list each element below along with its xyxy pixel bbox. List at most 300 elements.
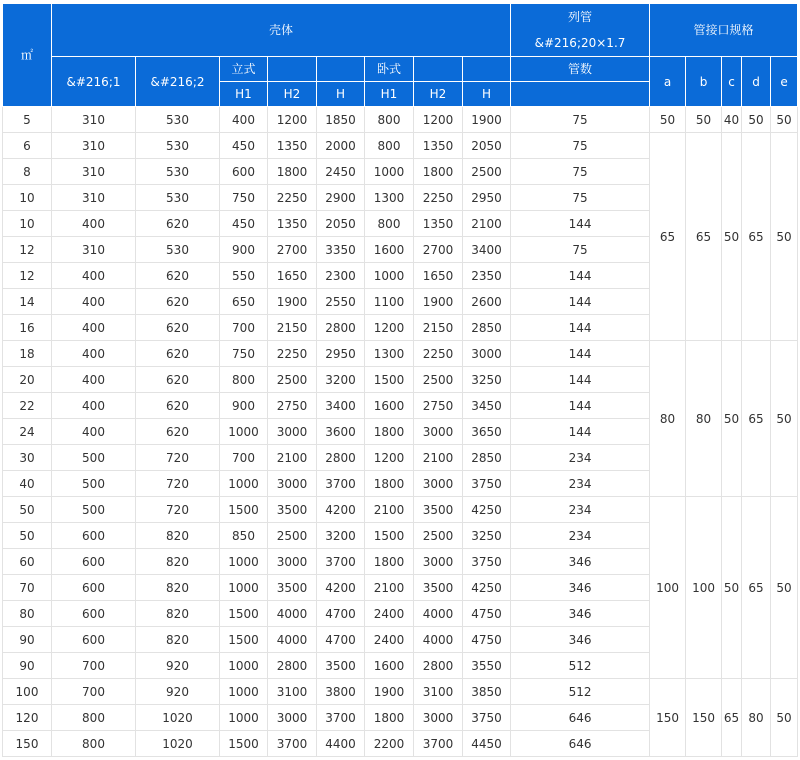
cell-v-h1: 1500	[220, 601, 268, 627]
cell-nozzle-e: 50	[771, 679, 798, 757]
cell-tube-count: 144	[511, 289, 650, 315]
cell-v-h2: 4000	[268, 601, 317, 627]
cell-nozzle-b: 100	[686, 497, 722, 679]
cell-h-h2: 1900	[414, 289, 463, 315]
cell-v-h2: 1900	[268, 289, 317, 315]
cell-h-h2: 2100	[414, 445, 463, 471]
header-vertical-h1: H1	[220, 82, 268, 107]
cell-nozzle-d: 50	[742, 107, 771, 133]
cell-v-h2: 2100	[268, 445, 317, 471]
cell-area: 40	[3, 471, 52, 497]
cell-v-h2: 1200	[268, 107, 317, 133]
cell-v-h: 2450	[317, 159, 365, 185]
cell-area: 10	[3, 211, 52, 237]
cell-h-h2: 1350	[414, 133, 463, 159]
cell-h-h1: 1100	[365, 289, 414, 315]
header-tubes-spec: &#216;20×1.7	[534, 36, 626, 50]
cell-area: 50	[3, 523, 52, 549]
cell-d1: 700	[52, 679, 136, 705]
cell-h-h: 4450	[463, 731, 511, 757]
cell-v-h2: 1800	[268, 159, 317, 185]
cell-h-h2: 2500	[414, 367, 463, 393]
cell-v-h: 3200	[317, 367, 365, 393]
cell-v-h: 4200	[317, 497, 365, 523]
header-horizontal-h: H	[463, 82, 511, 107]
cell-h-h: 3250	[463, 367, 511, 393]
cell-h-h1: 1600	[365, 237, 414, 263]
cell-h-h: 2500	[463, 159, 511, 185]
cell-nozzle-d: 65	[742, 133, 771, 341]
cell-tube-count: 144	[511, 393, 650, 419]
cell-tube-count: 346	[511, 601, 650, 627]
cell-tube-count: 346	[511, 627, 650, 653]
cell-h-h2: 2250	[414, 341, 463, 367]
cell-d1: 310	[52, 133, 136, 159]
cell-v-h2: 1650	[268, 263, 317, 289]
cell-area: 24	[3, 419, 52, 445]
cell-v-h: 4200	[317, 575, 365, 601]
cell-h-h2: 3000	[414, 705, 463, 731]
cell-h-h2: 3500	[414, 497, 463, 523]
table-row	[3, 133, 798, 159]
cell-h-h2: 2150	[414, 315, 463, 341]
cell-h-h2: 2500	[414, 523, 463, 549]
cell-h-h2: 3000	[414, 549, 463, 575]
cell-v-h1: 1500	[220, 731, 268, 757]
cell-d2: 720	[136, 445, 220, 471]
cell-v-h: 2550	[317, 289, 365, 315]
cell-v-h2: 3500	[268, 497, 317, 523]
cell-d1: 500	[52, 497, 136, 523]
cell-d2: 530	[136, 185, 220, 211]
cell-nozzle-b: 80	[686, 341, 722, 497]
cell-d1: 500	[52, 471, 136, 497]
cell-v-h1: 900	[220, 393, 268, 419]
cell-h-h: 3450	[463, 393, 511, 419]
cell-area: 10	[3, 185, 52, 211]
cell-v-h1: 1000	[220, 471, 268, 497]
cell-area: 120	[3, 705, 52, 731]
table-header	[3, 4, 798, 107]
cell-area: 22	[3, 393, 52, 419]
cell-tube-count: 75	[511, 133, 650, 159]
cell-v-h1: 1000	[220, 419, 268, 445]
cell-h-h: 3250	[463, 523, 511, 549]
cell-d1: 400	[52, 367, 136, 393]
cell-h-h1: 1800	[365, 705, 414, 731]
cell-v-h2: 3500	[268, 575, 317, 601]
cell-nozzle-c: 50	[722, 341, 742, 497]
cell-nozzle-c: 50	[722, 497, 742, 679]
cell-h-h: 3400	[463, 237, 511, 263]
cell-area: 100	[3, 679, 52, 705]
cell-area: 90	[3, 653, 52, 679]
cell-d2: 920	[136, 679, 220, 705]
cell-area: 16	[3, 315, 52, 341]
cell-h-h1: 2400	[365, 627, 414, 653]
cell-tube-count: 75	[511, 159, 650, 185]
cell-h-h1: 1000	[365, 263, 414, 289]
cell-h-h1: 2100	[365, 497, 414, 523]
cell-h-h1: 1600	[365, 653, 414, 679]
cell-v-h2: 4000	[268, 627, 317, 653]
cell-v-h: 2050	[317, 211, 365, 237]
cell-h-h: 2850	[463, 315, 511, 341]
cell-d1: 600	[52, 627, 136, 653]
header-blank-3	[414, 57, 463, 82]
cell-v-h: 3500	[317, 653, 365, 679]
cell-d2: 720	[136, 497, 220, 523]
cell-h-h: 2600	[463, 289, 511, 315]
cell-v-h2: 2250	[268, 341, 317, 367]
cell-v-h: 3400	[317, 393, 365, 419]
cell-nozzle-a: 80	[650, 341, 686, 497]
cell-h-h: 4750	[463, 601, 511, 627]
header-horizontal-h2: H2	[414, 82, 463, 107]
cell-area: 18	[3, 341, 52, 367]
cell-v-h: 3350	[317, 237, 365, 263]
cell-h-h: 2100	[463, 211, 511, 237]
cell-nozzle-b: 150	[686, 679, 722, 757]
cell-v-h: 4400	[317, 731, 365, 757]
cell-tube-count: 144	[511, 263, 650, 289]
cell-h-h1: 2400	[365, 601, 414, 627]
cell-v-h2: 1350	[268, 211, 317, 237]
cell-area: 12	[3, 237, 52, 263]
cell-v-h: 2000	[317, 133, 365, 159]
cell-d2: 820	[136, 601, 220, 627]
header-blank-1	[268, 57, 317, 82]
cell-h-h2: 2750	[414, 393, 463, 419]
cell-v-h: 2900	[317, 185, 365, 211]
cell-h-h1: 1300	[365, 185, 414, 211]
cell-v-h: 3600	[317, 419, 365, 445]
cell-nozzle-a: 100	[650, 497, 686, 679]
header-tubes	[511, 4, 650, 57]
cell-tube-count: 144	[511, 211, 650, 237]
cell-v-h1: 1000	[220, 653, 268, 679]
cell-area: 90	[3, 627, 52, 653]
cell-d1: 310	[52, 159, 136, 185]
cell-h-h: 2350	[463, 263, 511, 289]
cell-h-h: 4250	[463, 497, 511, 523]
cell-d1: 400	[52, 393, 136, 419]
cell-d1: 800	[52, 731, 136, 757]
cell-tube-count: 646	[511, 731, 650, 757]
cell-h-h1: 1600	[365, 393, 414, 419]
cell-d2: 1020	[136, 705, 220, 731]
header-shell: 壳体	[52, 4, 511, 57]
header-vertical-h2: H2	[268, 82, 317, 107]
cell-h-h1: 1800	[365, 419, 414, 445]
cell-nozzle-c: 40	[722, 107, 742, 133]
cell-nozzle-b: 50	[686, 107, 722, 133]
cell-v-h1: 1000	[220, 679, 268, 705]
cell-d1: 600	[52, 575, 136, 601]
cell-nozzle-d: 80	[742, 679, 771, 757]
cell-h-h1: 2200	[365, 731, 414, 757]
cell-v-h2: 2250	[268, 185, 317, 211]
cell-h-h1: 1800	[365, 549, 414, 575]
table-body	[3, 107, 798, 757]
cell-h-h: 4250	[463, 575, 511, 601]
cell-d2: 620	[136, 289, 220, 315]
cell-nozzle-c: 65	[722, 679, 742, 757]
cell-nozzle-e: 50	[771, 341, 798, 497]
cell-area: 80	[3, 601, 52, 627]
cell-v-h: 2950	[317, 341, 365, 367]
cell-h-h: 3750	[463, 705, 511, 731]
table-row	[3, 107, 798, 133]
header-area: ㎡	[3, 4, 52, 107]
cell-nozzle-a: 50	[650, 107, 686, 133]
cell-v-h: 3200	[317, 523, 365, 549]
cell-v-h1: 1500	[220, 497, 268, 523]
cell-d1: 400	[52, 419, 136, 445]
header-vertical: 立式	[220, 57, 268, 82]
cell-v-h: 4700	[317, 627, 365, 653]
cell-d1: 700	[52, 653, 136, 679]
header-nozzle: 管接口规格	[650, 4, 798, 57]
cell-h-h2: 3000	[414, 471, 463, 497]
cell-area: 30	[3, 445, 52, 471]
cell-v-h: 2800	[317, 445, 365, 471]
cell-d2: 820	[136, 523, 220, 549]
cell-d2: 620	[136, 263, 220, 289]
header-nozzle-b: b	[686, 57, 722, 107]
cell-v-h1: 600	[220, 159, 268, 185]
cell-area: 5	[3, 107, 52, 133]
cell-v-h2: 3000	[268, 471, 317, 497]
cell-d2: 530	[136, 107, 220, 133]
cell-nozzle-d: 65	[742, 497, 771, 679]
table-row	[3, 341, 798, 367]
header-horizontal: 卧式	[365, 57, 414, 82]
cell-v-h: 3800	[317, 679, 365, 705]
cell-area: 50	[3, 497, 52, 523]
cell-h-h1: 1500	[365, 523, 414, 549]
cell-v-h1: 1000	[220, 705, 268, 731]
cell-area: 150	[3, 731, 52, 757]
cell-tube-count: 234	[511, 471, 650, 497]
cell-d2: 620	[136, 393, 220, 419]
header-nozzle-e: e	[771, 57, 798, 107]
cell-v-h1: 550	[220, 263, 268, 289]
cell-d1: 310	[52, 107, 136, 133]
cell-tube-count: 234	[511, 445, 650, 471]
cell-d2: 530	[136, 159, 220, 185]
cell-h-h: 3850	[463, 679, 511, 705]
cell-nozzle-a: 65	[650, 133, 686, 341]
cell-area: 14	[3, 289, 52, 315]
cell-v-h1: 1000	[220, 549, 268, 575]
header-blank-2	[317, 57, 365, 82]
cell-v-h1: 400	[220, 107, 268, 133]
header-nozzle-d: d	[742, 57, 771, 107]
cell-v-h2: 1350	[268, 133, 317, 159]
cell-d2: 620	[136, 341, 220, 367]
cell-v-h1: 700	[220, 445, 268, 471]
cell-v-h1: 450	[220, 133, 268, 159]
cell-tube-count: 512	[511, 679, 650, 705]
cell-v-h: 4700	[317, 601, 365, 627]
cell-v-h2: 2500	[268, 367, 317, 393]
header-vertical-h: H	[317, 82, 365, 107]
cell-d2: 530	[136, 237, 220, 263]
cell-tube-count: 144	[511, 315, 650, 341]
cell-d1: 600	[52, 549, 136, 575]
cell-d2: 530	[136, 133, 220, 159]
cell-h-h1: 1900	[365, 679, 414, 705]
cell-tube-count: 646	[511, 705, 650, 731]
cell-h-h2: 3500	[414, 575, 463, 601]
cell-v-h1: 750	[220, 341, 268, 367]
cell-tube-count: 144	[511, 419, 650, 445]
cell-tube-count: 144	[511, 341, 650, 367]
cell-d2: 620	[136, 315, 220, 341]
cell-d2: 920	[136, 653, 220, 679]
header-tubes-title: 列管	[568, 10, 593, 24]
header-d1: &#216;1	[52, 57, 136, 107]
cell-tube-count: 234	[511, 497, 650, 523]
cell-d1: 400	[52, 341, 136, 367]
cell-v-h: 3700	[317, 705, 365, 731]
header-row-2	[3, 57, 798, 82]
cell-h-h1: 1500	[365, 367, 414, 393]
spec-table	[2, 3, 798, 757]
cell-v-h2: 3000	[268, 549, 317, 575]
cell-v-h1: 800	[220, 367, 268, 393]
cell-d2: 820	[136, 549, 220, 575]
cell-h-h: 2950	[463, 185, 511, 211]
cell-d1: 310	[52, 185, 136, 211]
cell-h-h2: 1800	[414, 159, 463, 185]
cell-d1: 800	[52, 705, 136, 731]
cell-h-h2: 3000	[414, 419, 463, 445]
cell-tube-count: 75	[511, 237, 650, 263]
cell-v-h: 3700	[317, 471, 365, 497]
cell-h-h: 3650	[463, 419, 511, 445]
cell-h-h2: 2700	[414, 237, 463, 263]
cell-h-h2: 1200	[414, 107, 463, 133]
cell-h-h2: 1350	[414, 211, 463, 237]
cell-area: 60	[3, 549, 52, 575]
cell-d2: 620	[136, 211, 220, 237]
cell-h-h1: 1000	[365, 159, 414, 185]
cell-nozzle-a: 150	[650, 679, 686, 757]
cell-v-h1: 650	[220, 289, 268, 315]
header-horizontal-h1: H1	[365, 82, 414, 107]
cell-h-h: 3000	[463, 341, 511, 367]
cell-h-h1: 1800	[365, 471, 414, 497]
cell-v-h2: 2150	[268, 315, 317, 341]
cell-nozzle-b: 65	[686, 133, 722, 341]
cell-h-h2: 3700	[414, 731, 463, 757]
cell-nozzle-c: 50	[722, 133, 742, 341]
cell-v-h2: 3700	[268, 731, 317, 757]
cell-d1: 400	[52, 289, 136, 315]
cell-h-h2: 2250	[414, 185, 463, 211]
cell-v-h1: 700	[220, 315, 268, 341]
cell-h-h1: 1300	[365, 341, 414, 367]
cell-v-h1: 750	[220, 185, 268, 211]
cell-v-h1: 1500	[220, 627, 268, 653]
cell-tube-count: 75	[511, 107, 650, 133]
header-tube-count: 管数	[511, 57, 650, 82]
cell-d2: 620	[136, 367, 220, 393]
cell-d1: 400	[52, 315, 136, 341]
cell-v-h: 2800	[317, 315, 365, 341]
cell-v-h2: 3000	[268, 419, 317, 445]
cell-h-h1: 800	[365, 133, 414, 159]
cell-d1: 600	[52, 601, 136, 627]
cell-d1: 500	[52, 445, 136, 471]
cell-tube-count: 234	[511, 523, 650, 549]
cell-area: 12	[3, 263, 52, 289]
cell-h-h1: 1200	[365, 315, 414, 341]
cell-h-h2: 3100	[414, 679, 463, 705]
cell-tube-count: 512	[511, 653, 650, 679]
cell-h-h: 3750	[463, 549, 511, 575]
cell-v-h1: 900	[220, 237, 268, 263]
cell-h-h1: 2100	[365, 575, 414, 601]
header-tube-count-blank	[511, 82, 650, 107]
cell-v-h: 3700	[317, 549, 365, 575]
cell-v-h: 2300	[317, 263, 365, 289]
cell-d1: 600	[52, 523, 136, 549]
cell-v-h: 1850	[317, 107, 365, 133]
cell-v-h2: 2500	[268, 523, 317, 549]
cell-v-h1: 850	[220, 523, 268, 549]
cell-h-h1: 800	[365, 107, 414, 133]
header-nozzle-a: a	[650, 57, 686, 107]
cell-nozzle-e: 50	[771, 133, 798, 341]
cell-v-h2: 2750	[268, 393, 317, 419]
cell-h-h2: 4000	[414, 627, 463, 653]
cell-area: 70	[3, 575, 52, 601]
cell-area: 8	[3, 159, 52, 185]
cell-v-h2: 2800	[268, 653, 317, 679]
cell-d2: 820	[136, 575, 220, 601]
header-blank-4	[463, 57, 511, 82]
cell-h-h1: 800	[365, 211, 414, 237]
cell-area: 6	[3, 133, 52, 159]
cell-h-h2: 2800	[414, 653, 463, 679]
cell-tube-count: 144	[511, 367, 650, 393]
cell-d1: 400	[52, 211, 136, 237]
cell-h-h2: 4000	[414, 601, 463, 627]
header-d2: &#216;2	[136, 57, 220, 107]
table-row	[3, 679, 798, 705]
cell-h-h: 3750	[463, 471, 511, 497]
table-row	[3, 497, 798, 523]
header-row-1	[3, 4, 798, 57]
cell-h-h: 1900	[463, 107, 511, 133]
cell-v-h2: 3100	[268, 679, 317, 705]
cell-nozzle-e: 50	[771, 107, 798, 133]
cell-nozzle-e: 50	[771, 497, 798, 679]
cell-h-h: 2050	[463, 133, 511, 159]
cell-d2: 820	[136, 627, 220, 653]
cell-d1: 400	[52, 263, 136, 289]
cell-h-h: 2850	[463, 445, 511, 471]
cell-h-h: 4750	[463, 627, 511, 653]
cell-tube-count: 346	[511, 575, 650, 601]
cell-h-h: 3550	[463, 653, 511, 679]
cell-d2: 1020	[136, 731, 220, 757]
cell-h-h1: 1200	[365, 445, 414, 471]
cell-d2: 720	[136, 471, 220, 497]
